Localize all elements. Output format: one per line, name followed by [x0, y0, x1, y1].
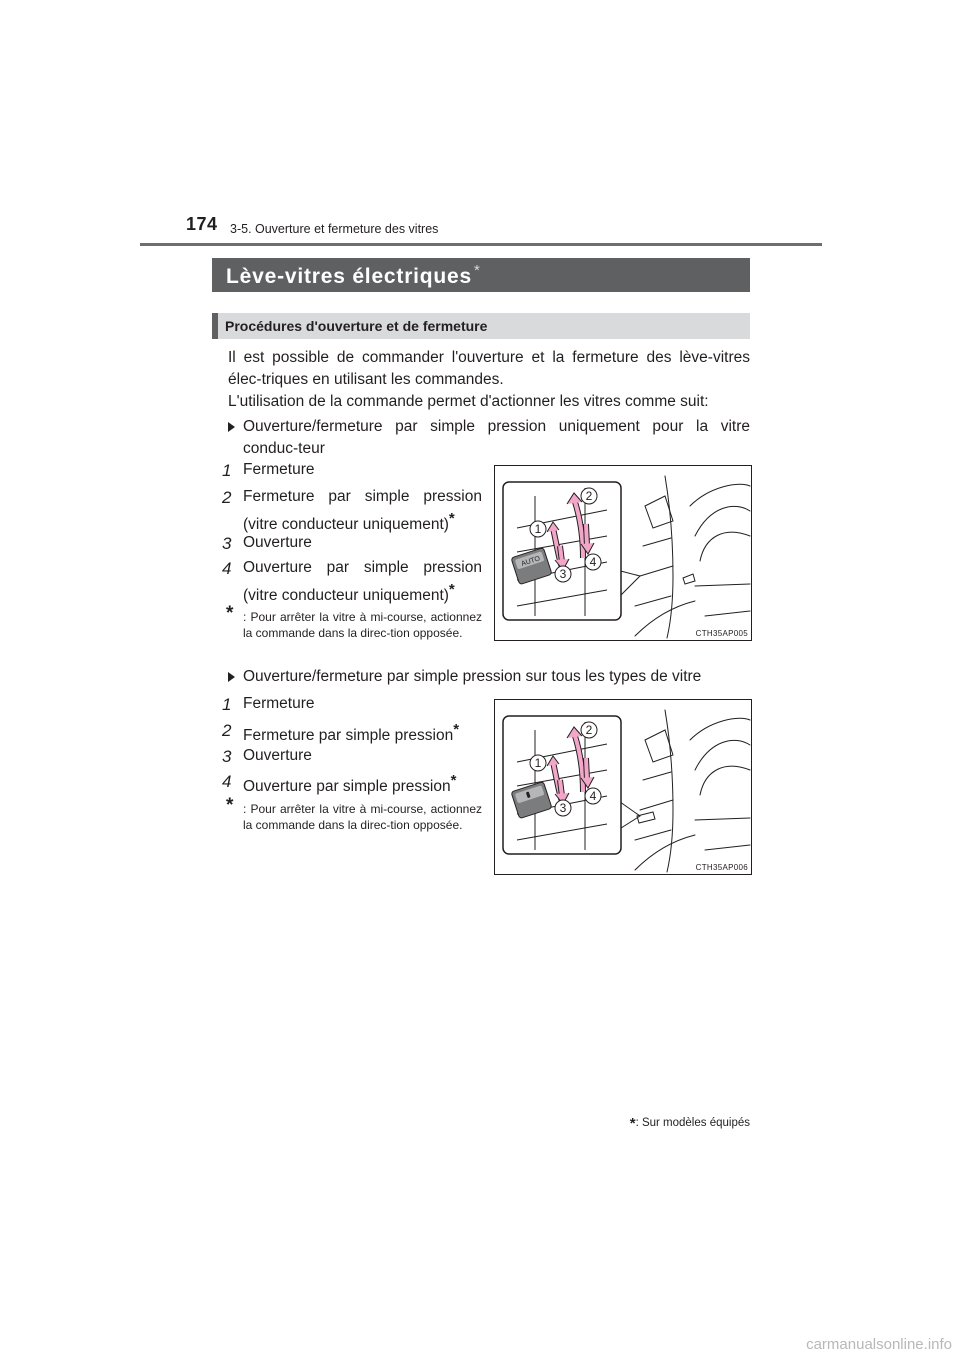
footnote-star-marker: * [450, 772, 457, 789]
item-text-line: Fermeture par simple pression [243, 488, 482, 505]
item-text-line: (vitre conducteur uniquement) [243, 516, 449, 533]
list-item [222, 486, 482, 536]
auto-label: AUTO [520, 555, 542, 568]
item-text [222, 557, 482, 607]
bullet-text: Ouverture/fermeture par simple pression uniquement pour la vitre conduc-teur [243, 418, 750, 457]
callout-3: 3 [559, 567, 567, 581]
intro-paragraph: Il est possible de commander l'ouverture et la fermeture des lève-vitres élec-triques en utilisant les commandes. [228, 349, 750, 388]
section-heading-bar [212, 313, 750, 339]
callout-4: 4 [589, 789, 597, 803]
note [226, 795, 482, 833]
callout-2: 2 [585, 723, 593, 737]
bullet-all-windows [228, 666, 750, 688]
item-text [222, 486, 482, 536]
title-star-marker: * [474, 262, 481, 279]
section-heading: Procédures d'ouverture et de fermeture [225, 318, 488, 334]
footnote-star-marker: * [448, 581, 455, 598]
figure-id: CTH35AP006 [695, 863, 748, 872]
page-title-text: Lève-vitres électriques [226, 265, 473, 288]
item-text: Fermeture [243, 695, 315, 712]
list-item [222, 557, 482, 607]
item-text: Ouverture [243, 534, 312, 551]
chapter-title: 3-5. Ouverture et fermeture des vitres [230, 222, 439, 236]
list-item [222, 770, 482, 798]
note [226, 603, 482, 641]
intro-paragraph-2: L'utilisation de la commande permet d'actionner les vitres comme suit: [228, 393, 709, 410]
watermark: carmanualsonline.info [806, 1336, 952, 1353]
note-text: : Pour arrêter la vitre à mi-course, actionnez la commande dans la direc-tion opposée. [243, 610, 482, 640]
list-item [222, 693, 482, 715]
list-item [222, 532, 482, 554]
footnote-text: : Sur modèles équipés [635, 1117, 750, 1129]
illustration-driver-switch [494, 465, 752, 641]
page-number: 174 [186, 214, 218, 234]
item-text: Fermeture [243, 461, 315, 478]
item-number: 1 [222, 461, 232, 480]
bullet-driver-only [228, 416, 750, 460]
note-star-marker: * [226, 603, 234, 624]
footnote-star-marker: * [448, 510, 455, 527]
list-item [222, 459, 482, 481]
callout-3: 3 [559, 801, 567, 815]
page-title [226, 262, 481, 289]
note-star-marker: * [226, 795, 234, 816]
item-text-line: Fermeture par simple pression [243, 727, 454, 744]
footnote-star: * [629, 1115, 636, 1132]
item-text [222, 770, 482, 798]
item-number: 4 [222, 559, 232, 578]
item-number: 2 [222, 721, 232, 740]
header-divider [140, 243, 822, 246]
callout-1: 1 [534, 756, 542, 770]
page-title-bar [212, 258, 750, 292]
footnote-star-marker: * [453, 721, 460, 738]
list-item [222, 745, 482, 767]
section-heading-accent [212, 313, 218, 339]
item-text: Ouverture [243, 747, 312, 764]
callout-1: 1 [534, 522, 542, 536]
note-text: : Pour arrêter la vitre à mi-course, actionnez la commande dans la direc-tion opposée. [243, 802, 482, 832]
callout-4: 4 [589, 555, 597, 569]
item-number: 3 [222, 747, 232, 766]
figure-id: CTH35AP005 [695, 629, 748, 638]
list-item [222, 719, 482, 747]
item-text-line: (vitre conducteur uniquement) [243, 587, 449, 604]
item-number: 2 [222, 488, 232, 507]
item-text [222, 719, 482, 747]
callout-2: 2 [585, 489, 593, 503]
item-number: 1 [222, 695, 232, 714]
item-text-line: Ouverture par simple pression [243, 778, 451, 795]
footnote [630, 1115, 750, 1132]
window-switch-illustration [495, 700, 751, 874]
illustration-all-switch [494, 699, 752, 875]
item-text-line: Ouverture par simple pression [243, 559, 482, 576]
bullet-triangle-icon [228, 672, 235, 682]
item-number: 3 [222, 534, 232, 553]
bullet-text: Ouverture/fermeture par simple pression sur tous les types de vitre [243, 668, 702, 685]
window-switch-illustration [495, 466, 751, 640]
bullet-triangle-icon [228, 422, 235, 432]
item-number: 4 [222, 772, 232, 791]
